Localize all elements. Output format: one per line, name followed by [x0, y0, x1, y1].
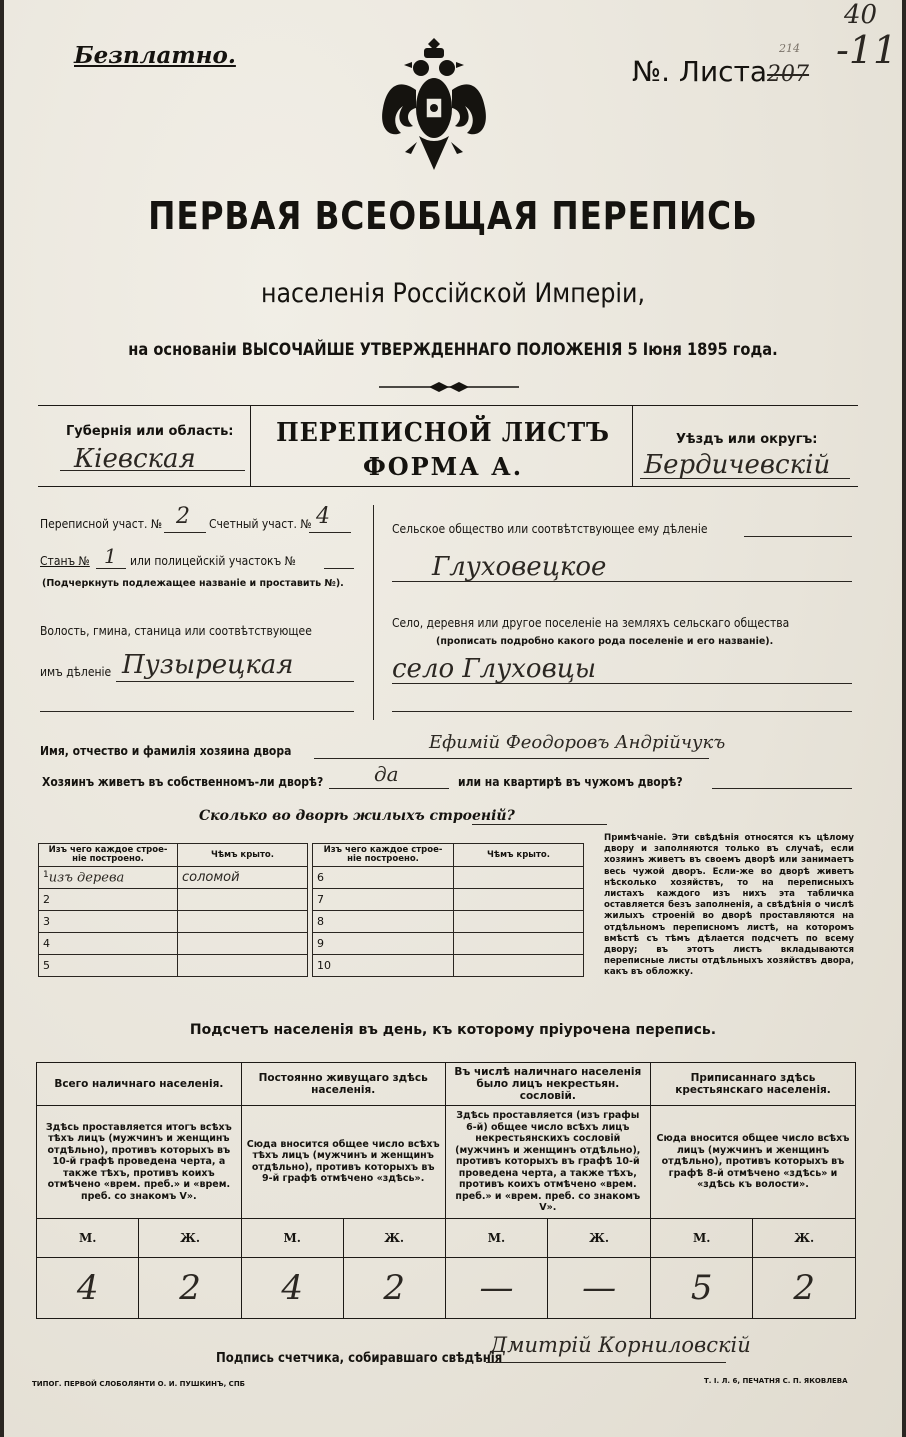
form-type-title: ФОРМА А. — [362, 452, 524, 481]
census-group-header: Въ числѣ наличнаго населенія было лицъ некрестьян. сословій. — [445, 1063, 650, 1106]
row-number: 10 — [313, 955, 454, 977]
owner-lives-value: да — [374, 762, 399, 786]
form-header-divider-right — [632, 405, 633, 487]
buildings-col-material-2: Изъ чего каждое строе- ніе построено. — [313, 844, 454, 867]
sheet-number-label — [632, 55, 809, 88]
corner-small-number: 214 — [779, 42, 800, 55]
owner-lives-label: Хозяинъ живетъ въ собственномъ-ли дворѣ? — [42, 775, 324, 789]
census-group-header: Приписаннаго здѣсь крестьянскаго населенія. — [650, 1063, 855, 1106]
ornament-divider — [379, 380, 519, 394]
form-list-title: ПЕРЕПИСНОЙ ЛИСТЪ — [276, 418, 610, 448]
uezd-label: Уѣздъ или округъ: — [676, 432, 818, 447]
page-basis-line: на основаніи ВЫСОЧАЙШЕ УТВЕРЖДЕННАГО ПОЛОЖЕНІЯ 5 Іюня 1895 года. — [128, 340, 778, 360]
row-number: 6 — [313, 867, 454, 889]
buildings-question: Сколько во дворѣ жилыхъ строеній? — [199, 808, 515, 824]
stan-rest-label: или полицейскій участокъ № — [130, 554, 296, 568]
page-title: ПЕРВАЯ ВСЕОБЩАЯ ПЕРЕПИСЬ — [148, 194, 758, 238]
society-label: Сельское общество или соотвѣтствующее ему дѣленіе — [392, 522, 708, 536]
stan-label: Станъ № — [40, 554, 90, 568]
volost-label-2: имъ дѣленіе — [40, 665, 112, 679]
uezd-underline — [640, 478, 850, 479]
volost-label: Волость, гмина, станица или соотвѣтствующее — [40, 624, 312, 638]
census-m-label: М. — [650, 1218, 752, 1257]
page-subtitle: населенія Россійской Имперіи, — [260, 278, 646, 309]
village-note: (прописать подробно какого рода поселеніе и его названіе). — [436, 636, 774, 647]
volost-value: Пузырецкая — [122, 650, 294, 680]
owner-name-underline — [314, 758, 709, 759]
form-header-divider-left — [250, 405, 251, 487]
row-number: 9 — [313, 933, 454, 955]
village-underline — [392, 683, 852, 684]
stan-note: (Подчеркнуть подлежащее названіе и проставить №). — [42, 578, 344, 589]
building-material: изъ дерева — [48, 870, 125, 886]
building-row — [313, 911, 584, 933]
owner-name-label: Имя, отчество и фамилія хозяина двора — [40, 744, 292, 758]
building-row — [39, 955, 308, 977]
schet-uchast-underline — [309, 532, 351, 533]
row-number: 1 — [43, 869, 49, 880]
gubernia-underline — [60, 470, 245, 471]
buildings-table-right — [312, 843, 584, 977]
schet-uchast-value: 4 — [316, 504, 330, 529]
census-group-header: Постоянно живущаго здѣсь населенія. — [241, 1063, 445, 1106]
perepis-uchast-underline — [164, 532, 206, 533]
building-row — [313, 955, 584, 977]
census-group-desc: Сюда вносится общее число всѣхъ тѣхъ лицъ (мужчинъ и женщинъ отдѣльно), противъ которыхъ въ 9-й графѣ отмѣчено «здѣсь». — [241, 1106, 445, 1219]
row-number: 2 — [43, 893, 50, 906]
schet-uchast-label: Счетный участ. № — [209, 517, 312, 531]
building-row — [313, 889, 584, 911]
buildings-col-roof-2: Чѣмъ крыто. — [454, 844, 584, 867]
row-number: 4 — [43, 937, 50, 950]
census-group-desc: Здѣсь проставляется (изъ графы 6-й) общее число всѣхъ лицъ некрестьянскихъ сословій (мужчинъ и женщинъ отдѣльно), противъ которыхъ въ графѣ 10-й проведена черта, а также тѣхъ, противъ коихъ отмѣчено «врем. преб.» и «врем. преб. со знакомъ V». — [445, 1106, 650, 1219]
village-value: село Глуховцы — [392, 654, 597, 684]
building-row — [39, 933, 308, 955]
free-label: Безплатно. — [74, 42, 236, 69]
buildings-col-roof: Чѣмъ крыто. — [178, 844, 308, 867]
census-m-label: М. — [445, 1218, 548, 1257]
owner-lives-underline — [329, 788, 449, 789]
uchastok-underline — [324, 568, 354, 569]
buildings-note: Примѣчаніе. Эти свѣдѣнія относятся къ цѣлому двору и заполняются только въ случаѣ, если хозяинъ живетъ въ своемъ дворѣ или занимаетъ весь чужой дворъ. Если-же во дворѣ живетъ нѣсколько хозяйствъ, то на переписныхъ листахъ каждого изъ нихъ эта табличка оставляется безъ заполненія, а свѣдѣнія о числѣ жилыхъ строеній во дворѣ проставляются на отдѣльномъ переписномъ листѣ, на которомъ вмѣстѣ съ тѣмъ дѣлается подсчетъ по всему двору; въ этотъ листъ вкладываются переписные листы отдѣльныхъ хозяйствъ двора, какъ въ обложку. — [604, 833, 854, 978]
stan-underline — [96, 568, 126, 569]
signature-label: Подпись счетчика, собиравшаго свѣдѣнія — [216, 1351, 503, 1366]
census-value-m: — — [445, 1257, 548, 1318]
census-f-label: Ж. — [548, 1218, 651, 1257]
society-underline — [392, 581, 852, 582]
double-headed-eagle-emblem — [379, 38, 489, 178]
signature-value: Дмитрій Корниловскій — [490, 1333, 751, 1357]
owner-name-value: Ефимій Феодоровъ Андрійчукъ — [429, 732, 726, 753]
signature-underline — [486, 1362, 726, 1363]
volost-underline-2 — [40, 711, 354, 712]
census-sheet — [4, 0, 902, 1437]
census-value-f: 2 — [139, 1257, 241, 1318]
perepis-uchast-value: 2 — [176, 504, 190, 529]
footer-printer-left: ТИПОГ. ПЕРВОЙ СЛОБОЛЯНТИ О. И. ПУШКИНЪ, СПБ — [32, 1380, 246, 1388]
census-group-desc: Сюда вносится общее число всѣхъ лицъ (мужчинъ и женщинъ отдѣльно), противъ которыхъ въ графѣ 8-й отмѣчено «здѣсь» и «здѣсь къ волости». — [650, 1106, 855, 1219]
building-row — [39, 889, 308, 911]
census-value-m: 5 — [650, 1257, 752, 1318]
census-f-label: Ж. — [753, 1218, 856, 1257]
census-m-label: М. — [37, 1218, 139, 1257]
owner-lives-rest: или на квартирѣ въ чужомъ дворѣ? — [458, 775, 683, 789]
perepis-uchast-label — [40, 517, 162, 531]
row-number: 8 — [313, 911, 454, 933]
uezd-value: Бердичевскій — [644, 450, 831, 480]
perepis-uchast-text: Переписной участ. № — [40, 517, 163, 531]
census-f-label: Ж. — [343, 1218, 445, 1257]
row-number: 5 — [43, 959, 50, 972]
sheet-number-value: 207 — [767, 62, 810, 87]
gubernia-value: Кіевская — [74, 444, 196, 474]
census-table — [36, 1062, 856, 1319]
census-value-m: 4 — [241, 1257, 343, 1318]
row-number: 3 — [43, 915, 50, 928]
census-title: Подсчетъ населенія въ день, къ которому пріурочена перепись. — [189, 1022, 717, 1038]
sheet-number-text: №. Листа — [632, 55, 768, 88]
middle-divider — [373, 505, 374, 720]
buildings-underline — [472, 824, 607, 825]
census-m-label: М. — [241, 1218, 343, 1257]
building-row — [313, 867, 584, 889]
gubernia-label: Губернія или область: — [66, 424, 234, 439]
corner-number: 40 — [844, 0, 878, 30]
building-row — [39, 867, 308, 889]
building-row — [39, 911, 308, 933]
census-value-f: 2 — [753, 1257, 856, 1318]
census-value-m: 4 — [37, 1257, 139, 1318]
society-label-underline — [744, 536, 852, 537]
owner-lives-rest-underline — [712, 788, 852, 789]
building-row — [313, 933, 584, 955]
census-group-desc: Здѣсь проставляется итогъ всѣхъ тѣхъ лицъ (мужчинъ и женщинъ отдѣльно), противъ которыхъ въ 10-й графѣ проведена черта, а также тѣхъ, противъ коихъ отмѣчено «врем. преб.» и «врем. преб. со знакомъ V». — [37, 1106, 242, 1219]
row-number: 7 — [313, 889, 454, 911]
census-f-label: Ж. — [139, 1218, 241, 1257]
village-underline-2 — [392, 711, 852, 712]
building-roof: соломой — [178, 867, 308, 889]
society-value: Глуховецкое — [432, 552, 607, 582]
stan-value: 1 — [104, 544, 117, 568]
census-group-header: Всего наличнаго населенія. — [37, 1063, 242, 1106]
footer-printer-right: Т. I. Л. 6, ПЕЧАТНЯ С. П. ЯКОВЛЕВА — [704, 1377, 848, 1385]
census-value-f: — — [548, 1257, 651, 1318]
village-label: Село, деревня или другое поселеніе на земляхъ сельскаго общества — [392, 616, 790, 630]
corner-number-2: -11 — [836, 28, 898, 72]
buildings-col-material: Изъ чего каждое строе- ніе построено. — [39, 844, 178, 867]
census-value-f: 2 — [343, 1257, 445, 1318]
buildings-table-left — [38, 843, 308, 977]
volost-underline — [116, 681, 354, 682]
